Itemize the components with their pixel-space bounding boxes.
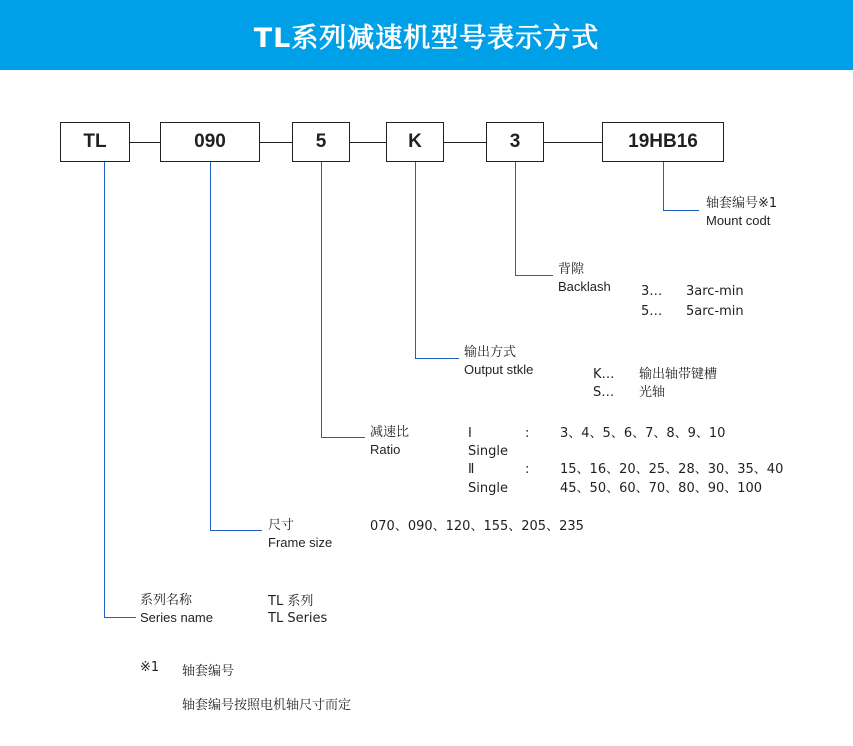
ratio-values-2b: 45、50、60、70、80、90、100 <box>560 481 763 496</box>
frame-values: 070、090、120、155、205、235 <box>370 519 584 534</box>
callout-series <box>140 592 213 626</box>
leader-ratio-horizontal <box>321 437 365 438</box>
callout-output-cn: 输出方式 <box>464 345 517 360</box>
output-code-2: S… <box>593 385 615 400</box>
box-connector-4 <box>444 142 486 143</box>
ratio-values-1: 3、4、5、6、7、8、9、10 <box>560 426 726 441</box>
ratio-colon-1: : <box>525 426 530 441</box>
callout-ratio-cn: 减速比 <box>370 425 410 440</box>
box-connector-1 <box>130 142 160 143</box>
ratio-stage-2: Ⅱ <box>468 462 475 477</box>
output-text-2: 光轴 <box>639 385 666 400</box>
page-title: TL系列减速机型号表示方式 <box>253 22 600 54</box>
callout-frame <box>268 517 332 551</box>
leader-mount-vertical <box>663 162 664 210</box>
callout-ratio <box>370 424 409 458</box>
leader-series-vertical <box>104 162 105 617</box>
series-value-en: TL Series <box>268 611 328 626</box>
callout-series-cn: 系列名称 <box>140 593 193 608</box>
box-connector-3 <box>350 142 386 143</box>
backlash-code-1: 3… <box>641 284 663 299</box>
code-box-output: K <box>386 122 444 162</box>
callout-output-en: Output stkle <box>464 362 534 377</box>
page-header <box>0 0 853 70</box>
footnote-title: 轴套编号 <box>182 664 235 679</box>
leader-frame-vertical <box>210 162 211 530</box>
backlash-code-2: 5… <box>641 304 663 319</box>
box-connector-5 <box>544 142 602 143</box>
callout-frame-en: Frame size <box>268 535 333 550</box>
callout-mount-cn: 轴套编号※1 <box>706 196 778 211</box>
leader-output-horizontal <box>415 358 459 359</box>
output-code-1: K… <box>593 367 615 382</box>
ratio-stage-1: Ⅰ <box>468 426 472 441</box>
leader-series-horizontal <box>104 617 136 618</box>
output-text-1: 输出轴带键槽 <box>639 367 718 382</box>
box-connector-2 <box>260 142 292 143</box>
callout-ratio-en: Ratio <box>370 442 401 457</box>
leader-frame-horizontal <box>210 530 262 531</box>
backlash-text-2: 5arc-min <box>686 304 744 319</box>
footnote-text: 轴套编号按照电机轴尺寸而定 <box>182 698 352 713</box>
leader-mount-horizontal <box>663 210 699 211</box>
callout-series-en: Series name <box>140 610 213 625</box>
code-box-backlash: 3 <box>486 122 544 162</box>
leader-backlash-vertical <box>515 162 516 275</box>
callout-output <box>464 344 533 378</box>
ratio-colon-2: : <box>525 462 530 477</box>
callout-mount-en: Mount codt <box>706 213 771 228</box>
footnote-marker: ※1 <box>140 660 160 675</box>
leader-backlash-horizontal <box>515 275 553 276</box>
callout-backlash <box>558 261 611 295</box>
callout-mount <box>706 195 777 229</box>
backlash-text-1: 3arc-min <box>686 284 744 299</box>
code-box-mount: 19HB16 <box>602 122 724 162</box>
leader-ratio-vertical <box>321 162 322 437</box>
series-value-cn: TL 系列 <box>268 594 314 609</box>
leader-output-vertical <box>415 162 416 358</box>
code-box-frame: 090 <box>160 122 260 162</box>
callout-frame-cn: 尺寸 <box>268 518 295 533</box>
ratio-stage-1-en: Single <box>468 444 508 459</box>
callout-backlash-cn: 背隙 <box>558 262 585 277</box>
ratio-values-2a: 15、16、20、25、28、30、35、40 <box>560 462 784 477</box>
callout-backlash-en: Backlash <box>558 279 611 294</box>
code-box-series: TL <box>60 122 130 162</box>
code-box-ratio: 5 <box>292 122 350 162</box>
ratio-stage-2-en: Single <box>468 481 508 496</box>
